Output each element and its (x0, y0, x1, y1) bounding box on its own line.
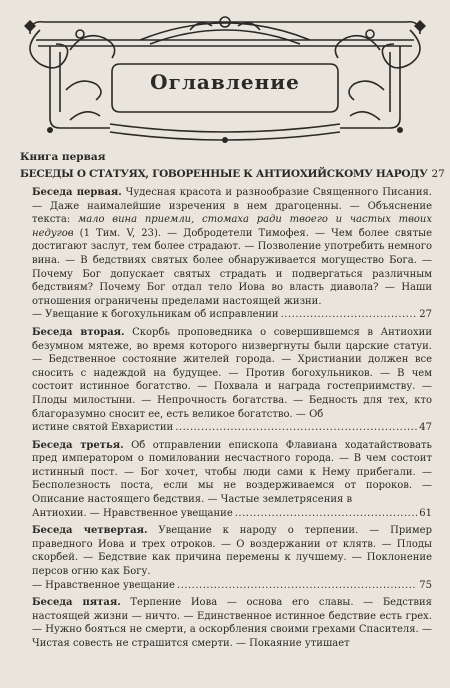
toc-main-entry[interactable] (20, 168, 445, 180)
entry-heading: Беседа вторая. (32, 326, 125, 338)
entry-last-line (32, 579, 432, 593)
dot-leader (235, 507, 418, 521)
toc-entry-2[interactable] (32, 326, 432, 435)
page-title: Оглавление (150, 70, 300, 94)
entry-heading: Беседа третья. (32, 439, 124, 451)
entry-last-text: — Увещание к богохульникам об исправлении (32, 309, 279, 321)
dot-leader (281, 308, 418, 322)
entry-heading: Беседа первая. (32, 187, 122, 198)
entry-text: Чудесная красота и разнообразие Священного Писания. — Даже наималейшие изречения в нем драгоценны. — Объяснение текста: (32, 187, 432, 226)
book-label: Книга первая (20, 151, 106, 163)
main-entry-title: БЕСЕДЫ О СТАТУЯХ, ГОВОРЕННЫЕ К АНТИОХИЙСКОМУ НАРОДУ (20, 168, 428, 180)
entry-page: 27 (419, 309, 432, 321)
main-entry-page: 27 (431, 168, 445, 180)
entry-quote: мало вина приемли, стомаха ради твоего и частых твоих недугов (32, 214, 433, 239)
toc-entry-4[interactable] (32, 524, 432, 592)
toc-entry-5[interactable] (32, 596, 432, 650)
entry-text: (1 Тим. V, 23). — Добродетели Тимофея. — Чем более святые достигают заслут, тем более страдают. — Позволение употребить немного вина. — В бедствиях святых более обнаруживается могущество Бога. — Почему Бог допускает святых страдать и подвергаться различным бедствиям? Почему Бог отдал тело Иова во власть диавола? — Наши отношения ограничены пределами настоящей жизни. (32, 227, 432, 307)
table-of-contents (20, 151, 445, 655)
toc-entry-1[interactable] (32, 186, 432, 322)
entry-last-line (32, 308, 432, 322)
entry-page: 47 (419, 422, 432, 434)
entry-text: Терпение Иова — основа его славы. — Бедствия настоящей жизни — ничто. — Единственное истинное бедствие есть грех. — Нужно бояться не смерти, а оскорбления своими грехами Спасителя. — Чистая совесть не страшится смерти. — Покаяние утишает (32, 597, 432, 649)
entry-text: Скорбь проповедника о совершившемся в Антиохии безумном мятеже, во время которого низвергнуты были царские статуи. — Бедственное состояние жителей города. — Христиании должен все сносить с надеждой на будущее. — Против богохульников. — В чем состоит истинное богатство. — Похвала и награда гостеприимству. — Плоды милостыни. — Непрочность богатства. — Бедность для тех, кто благоразумно сносит ее, есть великое богатство. — Об (32, 326, 432, 420)
toc-entry-3[interactable] (32, 439, 432, 521)
entry-heading: Беседа пятая. (32, 597, 121, 609)
entry-heading: Беседа четвертая. (32, 525, 148, 537)
entry-last-text: истине святой Евхаристии (32, 422, 174, 434)
entry-page: 61 (419, 507, 432, 519)
entry-text: Об отправлении епископа Флавиана ходатайствовать пред императором о помиловании несчастного города. — В чем состоит истинный пост. — Бог хочет, чтобы люди сами к Нему прибегали. — Бесполезность поста, если мы не воздерживаемся от пороков. — Описание настоящего бедствия. — Частые землетрясения в (32, 439, 433, 506)
toc-entries (32, 186, 432, 651)
entry-last-line (32, 507, 432, 521)
entry-last-line (32, 421, 432, 435)
dot-leader (177, 579, 417, 593)
entry-text: Увещание к народу о терпении. — Пример праведного Иова и трех отроков. — О воздержании от клятв. — Плоды скорбей. — Бедствие как причина перемены к лучшему. — Поклонение персов огню как Богу. (32, 525, 432, 578)
dot-leader (175, 421, 417, 435)
entry-last-text: Антиохии. — Нравственное увещание (32, 507, 233, 519)
entry-page: 75 (419, 579, 432, 591)
entry-last-text: — Нравственное увещание (32, 579, 175, 591)
